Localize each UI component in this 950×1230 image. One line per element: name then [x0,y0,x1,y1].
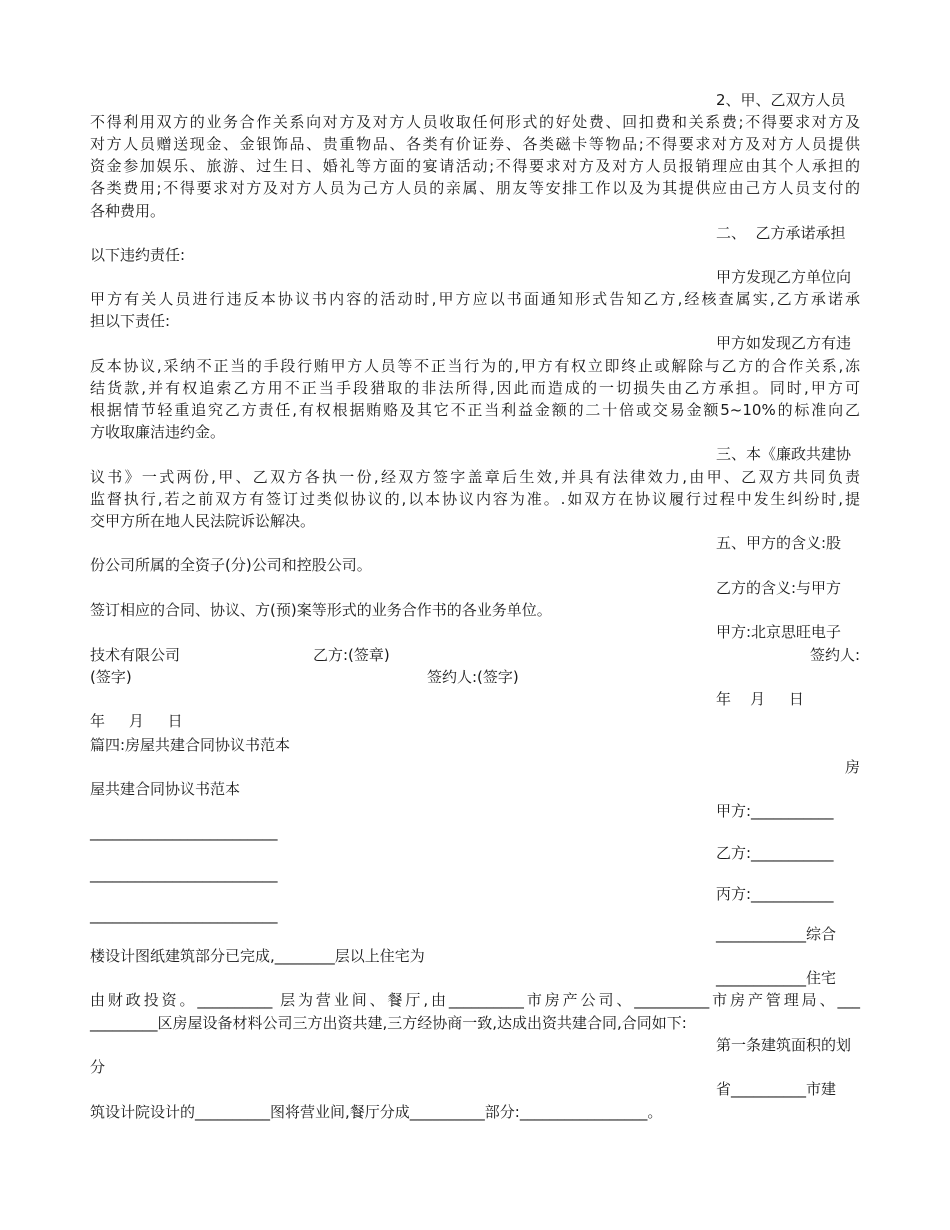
para7-line: 签订相应的合同、协议、方(预)案等形式的业务合作书的各业务单位。 [90,601,552,619]
party-b-seal: 乙方:(签章) [313,646,390,664]
para1-line: 各种费用。 [90,202,166,220]
blank-line: _________________________ [90,823,278,841]
para4-line: 反本协议,采纳不正当的手段行贿甲方人员等不正当行为的,甲方有权立即终止或解除与乙方的合作关系,冻 [90,357,860,375]
signer-mid: 签约人:(签字) [427,668,519,686]
para12-head: 省__________市建 [716,1080,837,1098]
para1-line: 资金参加娱乐、旅游、过生日、婚礼等方面的宴请活动;不得要求对方及对方人员报销理应由其个人承担的 [90,157,860,175]
para8-line: 屋共建合同协议书范本 [90,780,241,798]
para1-line: 各类费用;不得要求对方及对方人员为己方人员的亲属、朋友等安排工作以及为其提供应由己方人员支付的 [90,179,860,197]
signer-right: 签约人: [809,646,860,664]
party-b-field: 乙方:___________ [716,844,834,862]
para9-line: 楼设计图纸建筑部分已完成,________层以上住宅为 [90,947,425,965]
para4-line: 方收取廉洁违约金。 [90,423,226,441]
para2-line: 以下违约责任: [90,246,186,264]
para4-line: 根据情节轻重追究乙方责任,有权根据贿赂及其它不正当利益金额的二十倍或交易金额5~10%的标准向乙 [90,401,860,419]
para10-line: _________区房屋设备材料公司三方出资共建,三方经协商一致,达成出资共建合同,合同如下: [90,1014,687,1032]
para9-head: ____________综合 [716,925,837,943]
para1-line: 不得利用双方的业务合作关系向对方及对方人员收取任何形式的好处费、回扣费和关系费;不得要求对方及 [90,113,860,131]
blank-line: _________________________ [90,906,278,924]
para5-line: 议书》一式两份,甲、乙双方各执一份,经双方签字盖章后生效,并具有法律效力,由甲、乙双方共同负责 [90,468,860,486]
para3-head: 甲方发现乙方单位向 [716,268,852,286]
para3-line: 担以下责任: [90,312,171,330]
date-right: 年 月 日 [716,690,804,708]
para1-head: 2、甲、乙双方人员 [716,91,846,109]
para8-head: 房 [844,758,860,776]
para2-head: 二、 乙方承诺承担 [716,224,846,242]
para10-head: ____________住宅 [716,969,837,987]
sign-left: (签字) [90,668,132,686]
party-c-field: 丙方:___________ [716,885,834,903]
para7-head: 乙方的含义:与甲方 [716,579,842,597]
para4-head: 甲方如发现乙方有违 [716,334,852,352]
para4-line: 结货款,并有权追索乙方用不正当手段猎取的非法所得,因此而造成的一切损失由乙方承担。同时,甲方可 [90,379,860,397]
para6-head: 五、甲方的含义:股 [716,534,842,552]
para12-line: 筑设计院设计的__________图将营业间,餐厅分成__________部分:_________________。 [90,1103,663,1121]
para3-line: 甲方有关人员进行违反本协议书内容的活动时,甲方应以书面通知形式告知乙方,经核查属实,乙方承诺承 [90,290,860,308]
date-left: 年 月 日 [90,712,183,730]
para6-line: 份公司所属的全资子(分)公司和控股公司。 [90,556,372,574]
para11-head: 第一条建筑面积的划 [716,1036,852,1054]
party-a-head: 甲方:北京思旺电子 [716,623,842,641]
para11-line: 分 [90,1058,106,1076]
section-title: 篇四:房屋共建合同协议书范本 [90,736,291,754]
para10-line: 由财政投资。__________ 层为营业间、餐厅,由__________市房产公司、__________市房产管理局、___ [90,991,860,1009]
party-a-tail: 技术有限公司 [90,646,181,664]
para1-line: 对方人员赠送现金、金银饰品、贵重物品、各类有价证券、各类磁卡等物品;不得要求对方及对方人员提供 [90,135,860,153]
para5-head: 三、本《廉政共建协 [716,445,852,463]
para5-line: 交甲方所在地人民法院诉讼解决。 [90,512,316,530]
para5-line: 监督执行,若之前双方有签订过类似协议的,以本协议内容为准。.如双方在协议履行过程中发生纠纷时,提 [90,490,860,508]
party-a-field: 甲方:___________ [716,802,834,820]
blank-line: _________________________ [90,865,278,883]
